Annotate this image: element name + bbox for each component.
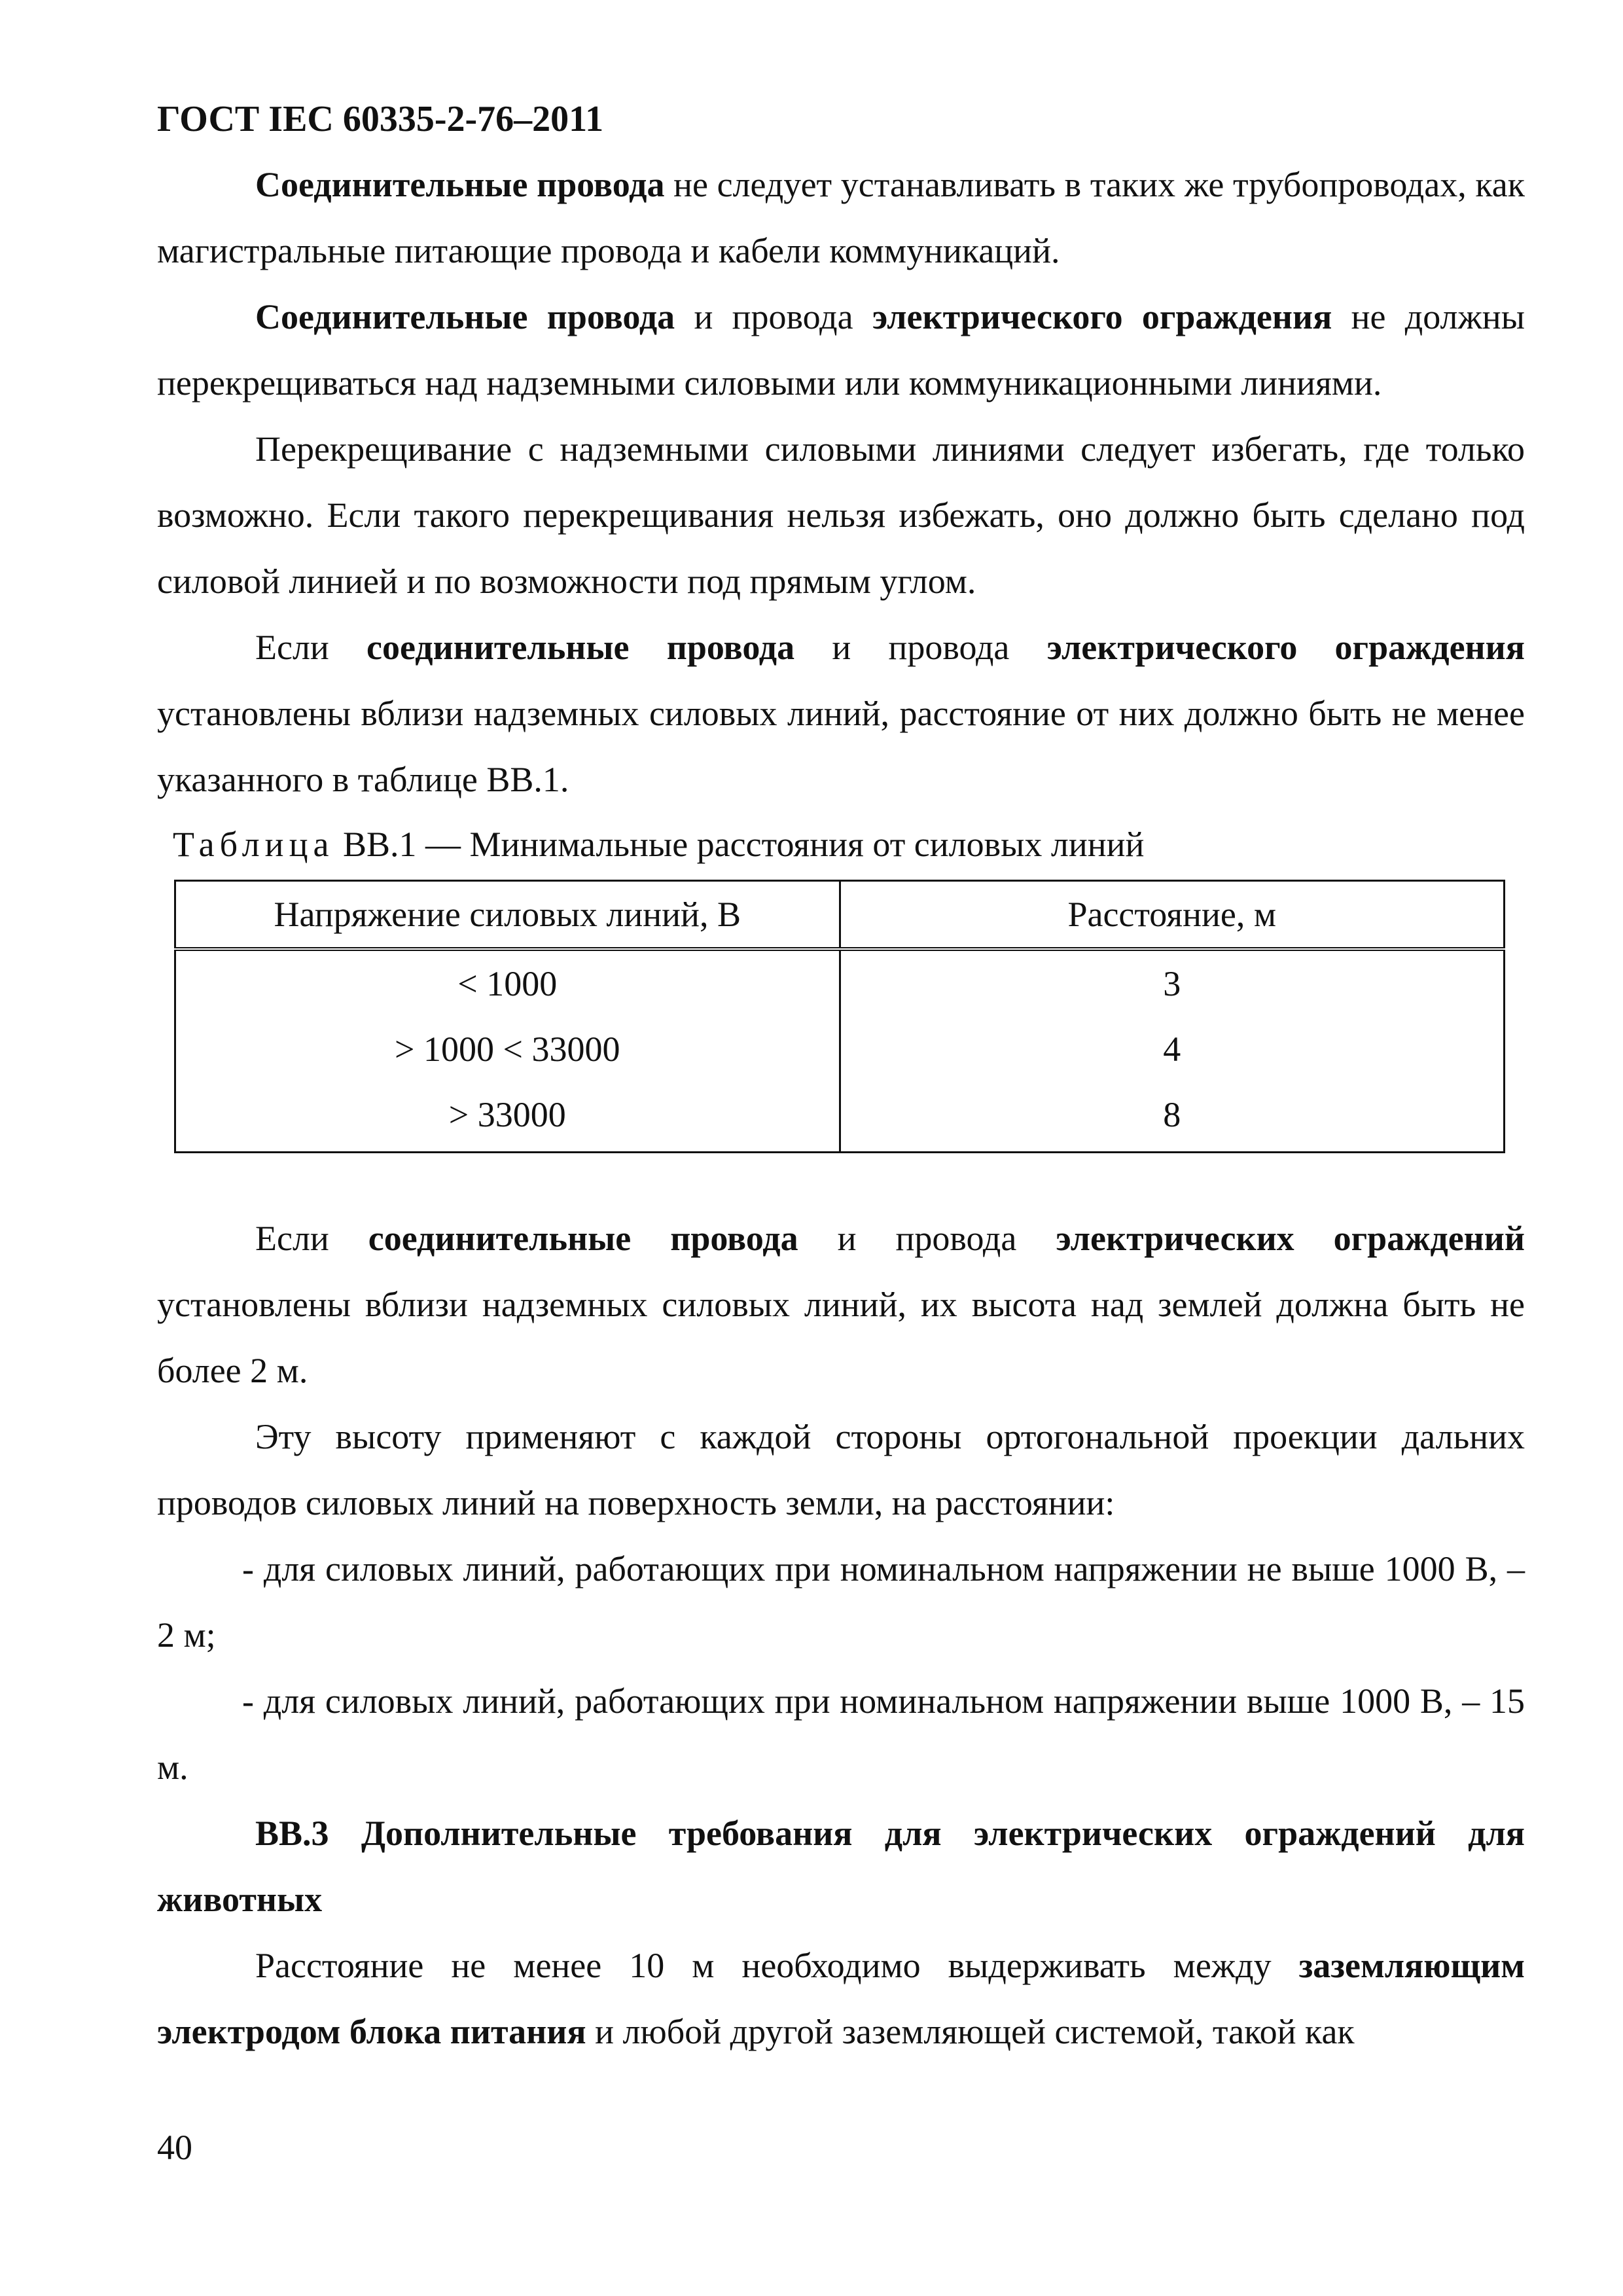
text: Расстояние не менее 10 м необходимо выдерживать между <box>255 1946 1299 1985</box>
paragraph-2 <box>157 284 1525 416</box>
cell-distance: 4 <box>840 1016 1505 1082</box>
cell-voltage: > 1000 < 33000 <box>175 1016 840 1082</box>
term-bold: соединительные провода <box>366 628 795 667</box>
column-header-distance: Расстояние, м <box>840 881 1505 950</box>
list-item: - для силовых линий, работающих при номинальном напряжении выше 1000 В, – 15 м. <box>157 1681 1525 1787</box>
term-bold: электрического ограждения <box>872 297 1332 336</box>
term-bold: соединительные провода <box>368 1219 798 1258</box>
page-number: 40 <box>157 2128 192 2167</box>
text: и провода <box>675 297 872 336</box>
cell-distance: 8 <box>840 1082 1505 1153</box>
term-bold: Соединительные провода <box>255 297 675 336</box>
text: установлены вблизи надземных силовых линий, расстояние от них должно быть не менее указанного в таблице ВВ.1. <box>157 694 1525 799</box>
paragraph-3: Перекрещивание с надземными силовыми линиями следует избегать, где только возможно. Если такого перекрещивания нельзя избежать, оно должно быть сделано под силовой линией и по возможности под прямым углом. <box>157 429 1525 601</box>
paragraph-7 <box>157 1933 1525 2065</box>
distance-table <box>174 880 1505 1153</box>
term-bold: заземляющим электродом блока питания <box>157 1946 1525 2051</box>
cell-distance: 3 <box>840 949 1505 1016</box>
text: и любой другой заземляющей системой, такой как <box>586 2012 1355 2051</box>
term-bold: Соединительные провода <box>255 165 665 204</box>
text: Если <box>255 1219 368 1258</box>
document-body <box>157 152 1525 2065</box>
text: и провода <box>798 1219 1056 1258</box>
table-header-row <box>175 881 1505 950</box>
paragraph-4 <box>157 615 1525 813</box>
text: не следует устанавливать в таких же трубопроводах, как магистральные питающие провода и кабели коммуникаций. <box>157 165 1525 270</box>
paragraph-6: Эту высоту применяют с каждой стороны ортогональной проекции дальних проводов силовых линий на поверхность земли, на расстоянии: <box>157 1417 1525 1522</box>
term-bold: электрического ограждения <box>1046 628 1525 667</box>
text: Если <box>255 628 367 667</box>
table-row <box>175 1082 1505 1153</box>
paragraph-5 <box>157 1206 1525 1404</box>
cell-voltage: < 1000 <box>175 949 840 1016</box>
cell-voltage: > 33000 <box>175 1082 840 1153</box>
document-header: ГОСТ IEC 60335-2-76–2011 <box>157 99 604 139</box>
text: и провода <box>794 628 1047 667</box>
text: установлены вблизи надземных силовых линий, их высота над землей должна быть не более 2 м. <box>157 1285 1525 1390</box>
table-row <box>175 949 1505 1016</box>
table-caption-text: ВВ.1 — Минимальные расстояния от силовых линий <box>334 825 1145 864</box>
list-item: - для силовых линий, работающих при номинальном напряжении не выше 1000 В, – 2 м; <box>157 1549 1525 1655</box>
table-row <box>175 1016 1505 1082</box>
table-caption <box>173 818 1525 870</box>
spacer <box>157 1153 1525 1206</box>
section-heading: ВВ.3 Дополнительные требования для электрических ограждений для животных <box>157 1814 1525 1919</box>
column-header-voltage: Напряжение силовых линий, В <box>175 881 840 950</box>
text: не должны перекрещиваться над надземными силовыми или коммуникационными линиями. <box>157 297 1525 403</box>
paragraph-1 <box>157 152 1525 284</box>
table-caption-word: Таблица <box>173 825 334 864</box>
term-bold: электрических ограждений <box>1056 1219 1525 1258</box>
